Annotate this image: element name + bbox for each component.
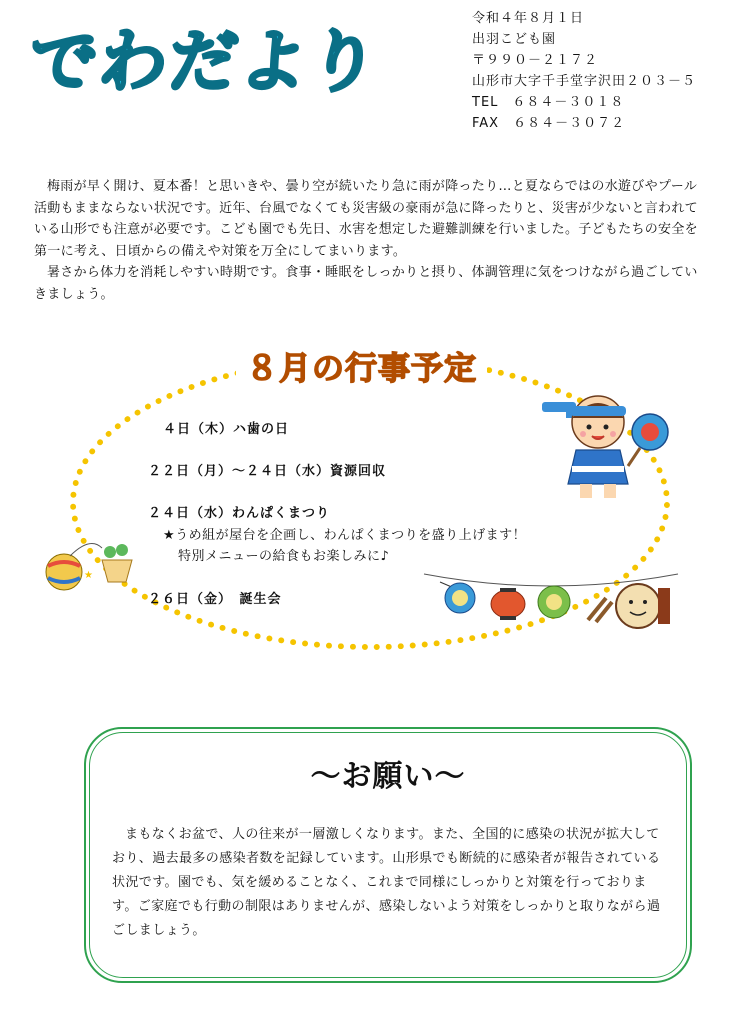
svg-text:★: ★ (84, 570, 93, 581)
event-item: ２４日（水）わんぱくまつり (148, 506, 331, 521)
festival-garland-icon (420, 568, 682, 648)
intro-paragraph-2: 暑さから体力を消耗しやすい時期です。食事・睡眠をしっかりと摂り、体調管理に気をつけながら過ごしていきましょう。 (34, 265, 698, 302)
request-text (112, 823, 670, 943)
issue-date: 令和４年８月１日 (472, 11, 585, 26)
event-note: ★うめ組が屋台を企画し、わんぱくまつりを盛り上げます！ (163, 528, 527, 543)
intro-paragraph-1: 梅雨が早く開け、夏本番！と思いきや、曇り空が続いたり急に雨が降ったり…と夏ならではの水遊びやプール活動もままならない状況です。近年、台風でなくても災害級の豪雨が急に降ったりと、災害が少ないと言われている山形でも注意が必要です。こども園でも先日、水害を想定した避難訓練を行いました。子どもたちの安全を第一に考え、日頃からの備えや対策を万全にしてまいります。 (34, 179, 698, 259)
event-note: 特別メニューの給食もお楽しみに♪ (178, 549, 390, 564)
address: 山形市大字千手堂字沢田２０３－５ (472, 74, 697, 89)
events-title: ８月の行事予定 (236, 343, 487, 389)
header-info (472, 8, 696, 134)
intro-text (34, 176, 706, 306)
yoyo-balloon-icon (40, 530, 140, 595)
request-title: ～お願い～ (310, 759, 466, 794)
newsletter-title: でわだより (25, 23, 384, 102)
tel: TEL ６８４－３０１８ (472, 95, 625, 110)
event-item: ４日（木）ハ歯の日 (163, 422, 290, 437)
request-paragraph: まもなくお盆で、人の往来が一層激しくなります。また、全国的に感染の状況が拡大しており、過去最多の感染者数を記録しています。山形県でも断続的に感染者が報告されている状況です。園でも、気を緩めることなく、これまで同様にしっかりと対策を行っております。ご家庭でも行動の制限はありませんが、感染しないよう対策をしっかりと取りながら過ごしましょう。 (112, 827, 661, 938)
event-item: ２２日（月）～２４日（水）資源回収 (148, 464, 387, 479)
org-name: 出羽こども園 (472, 32, 557, 47)
festival-boy-icon (542, 380, 692, 505)
fax: FAX ６８４－３０７２ (472, 116, 626, 131)
postal-code: 〒９９０－２１７２ (472, 53, 599, 68)
request-box (84, 727, 692, 983)
event-item: ２６日（金） 誕生会 (148, 592, 282, 607)
